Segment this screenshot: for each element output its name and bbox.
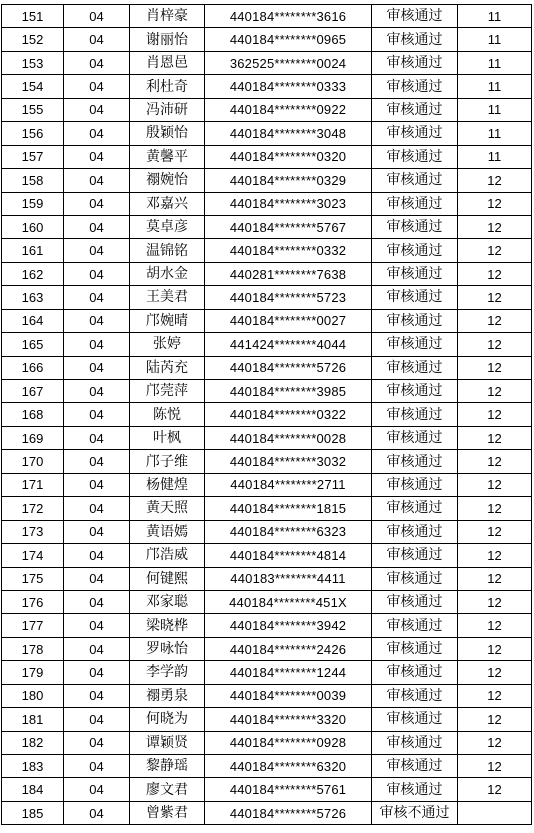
group-code: 04 — [64, 708, 130, 731]
id-number: 440184********5726 — [205, 356, 372, 379]
review-status: 审核通过 — [372, 286, 458, 309]
table-row — [2, 637, 532, 660]
table-row — [2, 28, 532, 51]
row-number: 157 — [2, 145, 64, 168]
review-status: 审核通过 — [372, 684, 458, 707]
id-number: 440184********6323 — [205, 520, 372, 543]
table-row — [2, 169, 532, 192]
group-code: 04 — [64, 590, 130, 613]
applicant-name: 温锦铭 — [130, 239, 205, 262]
group-code: 04 — [64, 262, 130, 285]
applicant-name: 禤勇泉 — [130, 684, 205, 707]
score-value: 11 — [458, 28, 532, 51]
table-row — [2, 145, 532, 168]
score-value: 12 — [458, 426, 532, 449]
id-number: 440184********0965 — [205, 28, 372, 51]
review-status: 审核通过 — [372, 590, 458, 613]
review-status: 审核通过 — [372, 28, 458, 51]
row-number: 173 — [2, 520, 64, 543]
table-row — [2, 51, 532, 74]
group-code: 04 — [64, 778, 130, 801]
group-code: 04 — [64, 403, 130, 426]
table-row — [2, 614, 532, 637]
score-value: 12 — [458, 380, 532, 403]
table-row — [2, 215, 532, 238]
id-number: 440184********3985 — [205, 380, 372, 403]
score-value: 12 — [458, 637, 532, 660]
table-row — [2, 356, 532, 379]
review-status: 审核通过 — [372, 215, 458, 238]
review-status: 审核通过 — [372, 309, 458, 332]
row-number: 172 — [2, 497, 64, 520]
score-value: 12 — [458, 544, 532, 567]
score-value: 12 — [458, 520, 532, 543]
id-number: 440184********2711 — [205, 473, 372, 496]
row-number: 155 — [2, 98, 64, 121]
applicant-name: 谢丽怡 — [130, 28, 205, 51]
row-number: 153 — [2, 51, 64, 74]
id-number: 440184********0928 — [205, 731, 372, 754]
table-row — [2, 497, 532, 520]
score-value: 12 — [458, 403, 532, 426]
review-status: 审核通过 — [372, 75, 458, 98]
score-value: 12 — [458, 450, 532, 473]
applicant-table — [1, 4, 532, 825]
id-number: 440184********2426 — [205, 637, 372, 660]
group-code: 04 — [64, 309, 130, 332]
table-row — [2, 403, 532, 426]
row-number: 183 — [2, 755, 64, 778]
row-number: 175 — [2, 567, 64, 590]
table-row — [2, 309, 532, 332]
applicant-name: 曾紫君 — [130, 801, 205, 824]
applicant-name: 张婷 — [130, 333, 205, 356]
id-number: 440184********0027 — [205, 309, 372, 332]
group-code: 04 — [64, 286, 130, 309]
row-number: 163 — [2, 286, 64, 309]
row-number: 174 — [2, 544, 64, 567]
id-number: 440184********5726 — [205, 801, 372, 824]
score-value: 11 — [458, 75, 532, 98]
id-number: 440184********3048 — [205, 122, 372, 145]
table-row — [2, 262, 532, 285]
review-status: 审核通过 — [372, 520, 458, 543]
id-number: 440184********0332 — [205, 239, 372, 262]
group-code: 04 — [64, 520, 130, 543]
review-status: 审核通过 — [372, 122, 458, 145]
group-code: 04 — [64, 333, 130, 356]
score-value: 12 — [458, 590, 532, 613]
id-number: 440184********5761 — [205, 778, 372, 801]
id-number: 440184********3320 — [205, 708, 372, 731]
id-number: 440184********0333 — [205, 75, 372, 98]
review-status: 审核通过 — [372, 544, 458, 567]
review-status: 审核通过 — [372, 731, 458, 754]
score-value: 12 — [458, 755, 532, 778]
applicant-name: 肖梓豪 — [130, 5, 205, 28]
table-row — [2, 122, 532, 145]
group-code: 04 — [64, 544, 130, 567]
id-number: 441424********4044 — [205, 333, 372, 356]
score-value — [458, 801, 532, 824]
score-value: 12 — [458, 473, 532, 496]
table-row — [2, 684, 532, 707]
score-value: 12 — [458, 497, 532, 520]
row-number: 182 — [2, 731, 64, 754]
row-number: 151 — [2, 5, 64, 28]
score-value: 12 — [458, 684, 532, 707]
id-number: 440184********5767 — [205, 215, 372, 238]
score-value: 12 — [458, 262, 532, 285]
table-row — [2, 75, 532, 98]
row-number: 170 — [2, 450, 64, 473]
table-row — [2, 567, 532, 590]
id-number: 440184********3023 — [205, 192, 372, 215]
group-code: 04 — [64, 28, 130, 51]
review-status: 审核通过 — [372, 403, 458, 426]
applicant-name: 殷颖怡 — [130, 122, 205, 145]
group-code: 04 — [64, 637, 130, 660]
group-code: 04 — [64, 614, 130, 637]
group-code: 04 — [64, 98, 130, 121]
score-value: 12 — [458, 333, 532, 356]
id-number: 440184********0922 — [205, 98, 372, 121]
applicant-name: 陆芮充 — [130, 356, 205, 379]
row-number: 154 — [2, 75, 64, 98]
applicant-name: 陈悦 — [130, 403, 205, 426]
group-code: 04 — [64, 755, 130, 778]
row-number: 160 — [2, 215, 64, 238]
applicant-name: 肖恩邑 — [130, 51, 205, 74]
id-number: 440184********0320 — [205, 145, 372, 168]
group-code: 04 — [64, 75, 130, 98]
id-number: 362525********0024 — [205, 51, 372, 74]
id-number: 440184********3032 — [205, 450, 372, 473]
group-code: 04 — [64, 51, 130, 74]
id-number: 440184********4814 — [205, 544, 372, 567]
score-value: 11 — [458, 122, 532, 145]
row-number: 179 — [2, 661, 64, 684]
score-value: 12 — [458, 567, 532, 590]
table-row — [2, 98, 532, 121]
review-status: 审核通过 — [372, 51, 458, 74]
row-number: 185 — [2, 801, 64, 824]
table-row — [2, 661, 532, 684]
score-value: 11 — [458, 145, 532, 168]
group-code: 04 — [64, 215, 130, 238]
id-number: 440184********0039 — [205, 684, 372, 707]
applicant-name: 王美君 — [130, 286, 205, 309]
score-value: 12 — [458, 239, 532, 262]
group-code: 04 — [64, 239, 130, 262]
table-row — [2, 192, 532, 215]
row-number: 166 — [2, 356, 64, 379]
review-status: 审核通过 — [372, 5, 458, 28]
review-status: 审核通过 — [372, 333, 458, 356]
score-value: 12 — [458, 286, 532, 309]
applicant-name: 邝莞萍 — [130, 380, 205, 403]
review-status: 审核通过 — [372, 356, 458, 379]
id-number: 440184********1244 — [205, 661, 372, 684]
score-value: 11 — [458, 51, 532, 74]
group-code: 04 — [64, 169, 130, 192]
applicant-name: 梁晓桦 — [130, 614, 205, 637]
group-code: 04 — [64, 473, 130, 496]
applicant-table-body — [2, 5, 532, 825]
row-number: 184 — [2, 778, 64, 801]
review-status: 审核通过 — [372, 778, 458, 801]
row-number: 165 — [2, 333, 64, 356]
table-row — [2, 286, 532, 309]
review-status: 审核通过 — [372, 450, 458, 473]
score-value: 12 — [458, 356, 532, 379]
table-row — [2, 426, 532, 449]
group-code: 04 — [64, 192, 130, 215]
applicant-name: 邝浩威 — [130, 544, 205, 567]
review-status: 审核通过 — [372, 755, 458, 778]
review-status: 审核通过 — [372, 567, 458, 590]
table-row — [2, 333, 532, 356]
table-row — [2, 731, 532, 754]
review-status: 审核通过 — [372, 262, 458, 285]
score-value: 12 — [458, 661, 532, 684]
id-number: 440184********0028 — [205, 426, 372, 449]
table-row — [2, 544, 532, 567]
applicant-name: 叶枫 — [130, 426, 205, 449]
group-code: 04 — [64, 122, 130, 145]
score-value: 12 — [458, 169, 532, 192]
row-number: 168 — [2, 403, 64, 426]
applicant-name: 利杜奇 — [130, 75, 205, 98]
applicant-name: 谭颖贤 — [130, 731, 205, 754]
id-number: 440184********5723 — [205, 286, 372, 309]
table-row — [2, 473, 532, 496]
applicant-name: 邓家聪 — [130, 590, 205, 613]
row-number: 181 — [2, 708, 64, 731]
score-value: 12 — [458, 614, 532, 637]
id-number: 440184********3616 — [205, 5, 372, 28]
applicant-name: 李学韵 — [130, 661, 205, 684]
review-status: 审核通过 — [372, 426, 458, 449]
table-row — [2, 590, 532, 613]
group-code: 04 — [64, 426, 130, 449]
group-code: 04 — [64, 497, 130, 520]
applicant-name: 邓嘉兴 — [130, 192, 205, 215]
row-number: 176 — [2, 590, 64, 613]
row-number: 158 — [2, 169, 64, 192]
row-number: 169 — [2, 426, 64, 449]
row-number: 162 — [2, 262, 64, 285]
review-status: 审核通过 — [372, 169, 458, 192]
applicant-name: 黄语嫣 — [130, 520, 205, 543]
group-code: 04 — [64, 356, 130, 379]
applicant-name: 邝婉晴 — [130, 309, 205, 332]
applicant-name: 廖文君 — [130, 778, 205, 801]
group-code: 04 — [64, 380, 130, 403]
table-row — [2, 450, 532, 473]
applicant-name: 莫卓彦 — [130, 215, 205, 238]
applicant-name: 何键熙 — [130, 567, 205, 590]
applicant-name: 黄天照 — [130, 497, 205, 520]
review-status: 审核通过 — [372, 98, 458, 121]
row-number: 156 — [2, 122, 64, 145]
review-status: 审核通过 — [372, 497, 458, 520]
score-value: 12 — [458, 708, 532, 731]
applicant-name: 黎静瑶 — [130, 755, 205, 778]
score-value: 12 — [458, 778, 532, 801]
group-code: 04 — [64, 801, 130, 824]
applicant-name: 罗咏怡 — [130, 637, 205, 660]
review-status: 审核通过 — [372, 473, 458, 496]
table-row — [2, 708, 532, 731]
review-status: 审核通过 — [372, 192, 458, 215]
id-number: 440184********0329 — [205, 169, 372, 192]
table-row — [2, 520, 532, 543]
table-row — [2, 801, 532, 824]
review-status: 审核通过 — [372, 708, 458, 731]
applicant-name: 杨健煌 — [130, 473, 205, 496]
id-number: 440184********3942 — [205, 614, 372, 637]
row-number: 167 — [2, 380, 64, 403]
applicant-name: 冯沛研 — [130, 98, 205, 121]
id-number: 440281********7638 — [205, 262, 372, 285]
row-number: 178 — [2, 637, 64, 660]
group-code: 04 — [64, 661, 130, 684]
row-number: 180 — [2, 684, 64, 707]
review-status: 审核通过 — [372, 239, 458, 262]
score-value: 11 — [458, 5, 532, 28]
applicant-name: 禤婉怡 — [130, 169, 205, 192]
table-row — [2, 755, 532, 778]
applicant-name: 何晓为 — [130, 708, 205, 731]
score-value: 11 — [458, 98, 532, 121]
review-status: 审核通过 — [372, 145, 458, 168]
id-number: 440184********0322 — [205, 403, 372, 426]
group-code: 04 — [64, 145, 130, 168]
row-number: 164 — [2, 309, 64, 332]
score-value: 12 — [458, 309, 532, 332]
group-code: 04 — [64, 567, 130, 590]
group-code: 04 — [64, 684, 130, 707]
group-code: 04 — [64, 731, 130, 754]
review-status: 审核通过 — [372, 637, 458, 660]
table-row — [2, 239, 532, 262]
id-number: 440184********1815 — [205, 497, 372, 520]
row-number: 152 — [2, 28, 64, 51]
row-number: 171 — [2, 473, 64, 496]
table-row — [2, 380, 532, 403]
id-number: 440184********451X — [205, 590, 372, 613]
group-code: 04 — [64, 5, 130, 28]
score-value: 12 — [458, 731, 532, 754]
id-number: 440183********4411 — [205, 567, 372, 590]
row-number: 177 — [2, 614, 64, 637]
applicant-name: 邝子维 — [130, 450, 205, 473]
review-status: 审核通过 — [372, 380, 458, 403]
row-number: 161 — [2, 239, 64, 262]
row-number: 159 — [2, 192, 64, 215]
review-status: 审核不通过 — [372, 801, 458, 824]
review-status: 审核通过 — [372, 661, 458, 684]
group-code: 04 — [64, 450, 130, 473]
table-row — [2, 5, 532, 28]
table-row — [2, 778, 532, 801]
id-number: 440184********6320 — [205, 755, 372, 778]
score-value: 12 — [458, 192, 532, 215]
review-status: 审核通过 — [372, 614, 458, 637]
score-value: 12 — [458, 215, 532, 238]
applicant-name: 黄馨平 — [130, 145, 205, 168]
applicant-name: 胡水金 — [130, 262, 205, 285]
